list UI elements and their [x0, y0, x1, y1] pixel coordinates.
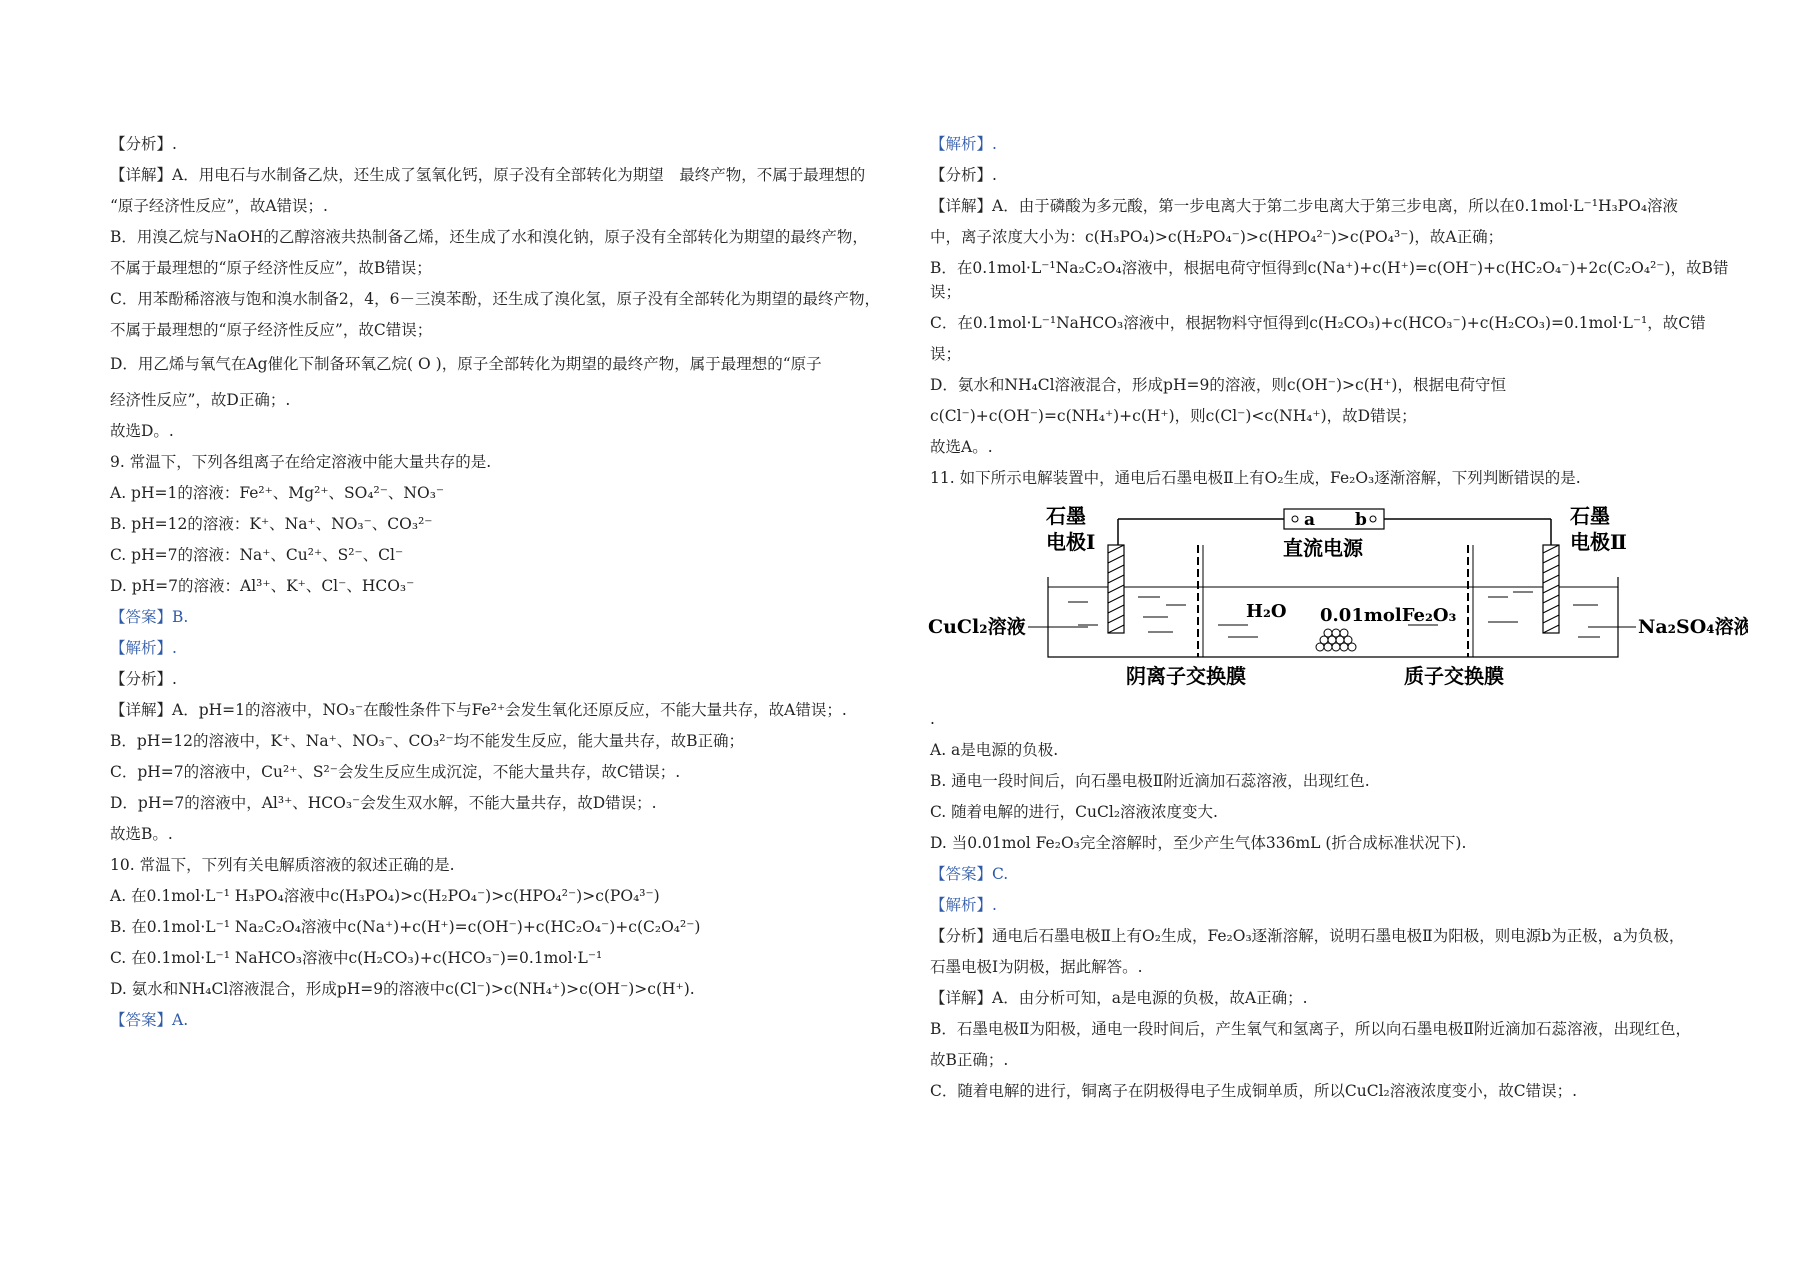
q9-detail-b: B．pH=12的溶液中，K⁺、Na⁺、NO₃⁻、CO₃²⁻均不能发生反应，能大量共存，故B正确； [110, 732, 745, 751]
q11-option-a: A. a是电源的负极. [930, 741, 1059, 760]
q10-detail-c: C．在0.1mol·L⁻¹NaHCO₃溶液中，根据物料守恒得到c(H₂CO₃)+c(HCO₃⁻)+c(H₂CO₃)=0.1mol·L⁻¹，故C错 [930, 314, 1706, 333]
left-column [110, 132, 900, 1039]
q10-explanation-tag: 【解析】. [930, 135, 997, 153]
power-supply-label: 直流电源 [1283, 536, 1363, 561]
anion-membrane-label: 阴离子交换膜 [1126, 664, 1246, 689]
q10-detail-a: 【详解】A．由于磷酸为多元酸，第一步电离大于第二步电离大于第三步电离，所以在0.1mol·L⁻¹H₃PO₄溶液 [930, 197, 1679, 216]
electrode-2 [1543, 545, 1559, 633]
q9-option-a: A. pH=1的溶液：Fe²⁺、Mg²⁺、SO₄²⁻、NO₃⁻ [110, 484, 445, 503]
q11-option-b: B. 通电一段时间后，向石墨电极Ⅱ附近滴加石蕊溶液，出现红色. [930, 772, 1370, 791]
q11-analysis-cont: 石墨电极Ⅰ为阴极，据此解答。. [930, 958, 1143, 977]
proton-membrane-label: 质子交换膜 [1404, 664, 1504, 689]
terminal-b-label: b [1355, 510, 1367, 531]
q10-detail-b: B．在0.1mol·L⁻¹Na₂C₂O₄溶液中，根据电荷守恒得到c(Na⁺)+c(H⁺)=c(OH⁻)+c(HC₂O₄⁻)+2c(C₂O₄²⁻)，故B错误； [930, 259, 1729, 302]
q11-detail-c: C．随着电解的进行，铜离子在阴极得电子生成铜单质，所以CuCl₂溶液浓度变小，故C错误；. [930, 1082, 1578, 1101]
left-line: C．用苯酚稀溶液与饱和溴水制备2，4，6－三溴苯酚，还生成了溴化氢，原子没有全部转化为期望的最终产物， [110, 290, 880, 309]
right-column [928, 132, 1748, 1110]
q10-option-a: A. 在0.1mol·L⁻¹ H₃PO₄溶液中c(H₃PO₄)>c(H₂PO₄⁻)>c(HPO₄²⁻)>c(PO₄³⁻) [110, 887, 660, 906]
power-supply-box [1284, 509, 1384, 529]
question-9-stem: 9. 常温下，下列各组离子在给定溶液中能大量共存的是. [110, 453, 492, 472]
q11-option-d: D. 当0.01mol Fe₂O₃完全溶解时，至少产生气体336mL (折合成标准状况下). [930, 834, 1467, 853]
cucl2-solution-label: CuCl₂溶液 [928, 616, 1026, 639]
left-line: 故选D。. [110, 422, 174, 441]
left-line-epoxide: D．用乙烯与氧气在Ag催化下制备环氧乙烷( O )，原子全部转化为期望的最终产物，属于最理想的“原子 [110, 355, 822, 374]
q9-option-d: D. pH=7的溶液：Al³⁺、K⁺、Cl⁻、HCO₃⁻ [110, 577, 415, 596]
q9-option-b: B. pH=12的溶液：K⁺、Na⁺、NO₃⁻、CO₃²⁻ [110, 515, 433, 534]
left-line: 不属于最理想的“原子经济性反应”，故C错误； [110, 321, 433, 340]
q10-option-d: D. 氨水和NH₄Cl溶液混合，形成pH=9的溶液中c(Cl⁻)>c(NH₄⁺)>c(OH⁻)>c(H⁺). [110, 980, 695, 999]
water-label: H₂O [1246, 601, 1287, 623]
electrode1-label-line2: 电极Ⅰ [1046, 530, 1096, 555]
left-line: 【详解】A．用电石与水制备乙炔，还生成了氢氧化钙，原子没有全部转化为期望 最终产物，不属于最理想的 [110, 166, 866, 185]
left-line: “原子经济性反应”，故A错误；. [110, 197, 328, 216]
question-10-stem: 10. 常温下，下列有关电解质溶液的叙述正确的是. [110, 856, 455, 875]
fe2o3-label: 0.01molFe₂O₃ [1320, 605, 1457, 627]
q9-detail-a: 【详解】A．pH=1的溶液中，NO₃⁻在酸性条件下与Fe²⁺会发生氧化还原反应，不能大量共存，故A错误；. [110, 701, 847, 720]
q11-option-c: C. 随着电解的进行，CuCl₂溶液浓度变大. [930, 803, 1218, 822]
q11-detail-b: B．石墨电极Ⅱ为阳极，通电一段时间后，产生氧气和氢离子，所以向石墨电极Ⅱ附近滴加石蕊溶液，出现红色， [930, 1020, 1691, 1039]
q9-answer: 【答案】B. [110, 608, 189, 627]
electrolysis-diagram [928, 497, 1748, 697]
q11-answer: 【答案】C. [930, 865, 1009, 884]
q9-detail-c: C．pH=7的溶液中，Cu²⁺、S²⁻会发生反应生成沉淀，不能大量共存，故C错误；. [110, 763, 681, 782]
q9-explanation-tag: 【解析】. [110, 639, 177, 658]
terminal-a-label: a [1304, 510, 1316, 531]
left-line: B．用溴乙烷与NaOH的乙醇溶液共热制备乙烯，还生成了水和溴化钠，原子没有全部转化为期望的最终产物， [110, 228, 868, 247]
q10-option-b: B. 在0.1mol·L⁻¹ Na₂C₂O₄溶液中c(Na⁺)+c(H⁺)=c(OH⁻)+c(HC₂O₄⁻)+c(C₂O₄²⁻) [110, 918, 701, 937]
electrode2-label-line1: 石墨 [1570, 504, 1610, 529]
q10-detail-d: D．氨水和NH₄Cl溶液混合，形成pH=9的溶液，则c(OH⁻)>c(H⁺)，根据电荷守恒 [930, 376, 1506, 395]
q11-explanation-tag: 【解析】. [930, 896, 997, 915]
electrolysis-apparatus-svg [928, 497, 1748, 697]
diagram-dot: . [930, 710, 935, 729]
q10-detail-a-cont: 中，离子浓度大小为：c(H₃PO₄)>c(H₂PO₄⁻)>c(HPO₄²⁻)>c(PO₄³⁻)，故A正确； [930, 228, 1504, 247]
q10-detail-c-cont: 误； [930, 345, 962, 364]
question-11-stem: 11. 如下所示电解装置中，通电后石墨电极Ⅱ上有O₂生成，Fe₂O₃逐渐溶解，下列判断错误的是. [930, 469, 1581, 488]
na2so4-solution-label: Na₂SO₄溶液 [1638, 616, 1748, 639]
electrode-1 [1108, 545, 1124, 633]
q9-detail-d: D．pH=7的溶液中，Al³⁺、HCO₃⁻会发生双水解，不能大量共存，故D错误；. [110, 794, 657, 813]
electrode2-label-line2: 电极Ⅱ [1570, 530, 1627, 555]
q9-option-c: C. pH=7的溶液：Na⁺、Cu²⁺、S²⁻、Cl⁻ [110, 546, 404, 565]
left-line-analysis: 【分析】. [110, 135, 177, 153]
q10-option-c: C. 在0.1mol·L⁻¹ NaHCO₃溶液中c(H₂CO₃)+c(HCO₃⁻)=0.1mol·L⁻¹ [110, 949, 603, 968]
q10-detail-d-cont: c(Cl⁻)+c(OH⁻)=c(NH₄⁺)+c(H⁺)，则c(Cl⁻)<c(NH₄⁺)，故D错误； [930, 407, 1417, 426]
fe2o3-particles [1316, 629, 1356, 651]
electrode1-label-line1: 石墨 [1046, 504, 1086, 529]
q10-analysis: 【分析】. [930, 166, 997, 185]
q9-conclusion: 故选B。. [110, 825, 173, 844]
q11-detail-b-cont: 故B正确；. [930, 1051, 1009, 1070]
q10-answer: 【答案】A. [110, 1011, 189, 1030]
q11-detail-a: 【详解】A．由分析可知，a是电源的负极，故A正确；. [930, 989, 1308, 1008]
q11-analysis: 【分析】通电后石墨电极Ⅱ上有O₂生成，Fe₂O₃逐渐溶解，说明石墨电极Ⅱ为阳极，则电源b为正极，a为负极， [930, 927, 1685, 946]
left-line: 经济性反应”，故D正确；. [110, 391, 291, 410]
q10-conclusion: 故选A。. [930, 438, 993, 457]
left-line: 不属于最理想的“原子经济性反应”，故B错误； [110, 259, 432, 278]
q9-analysis: 【分析】. [110, 670, 177, 689]
